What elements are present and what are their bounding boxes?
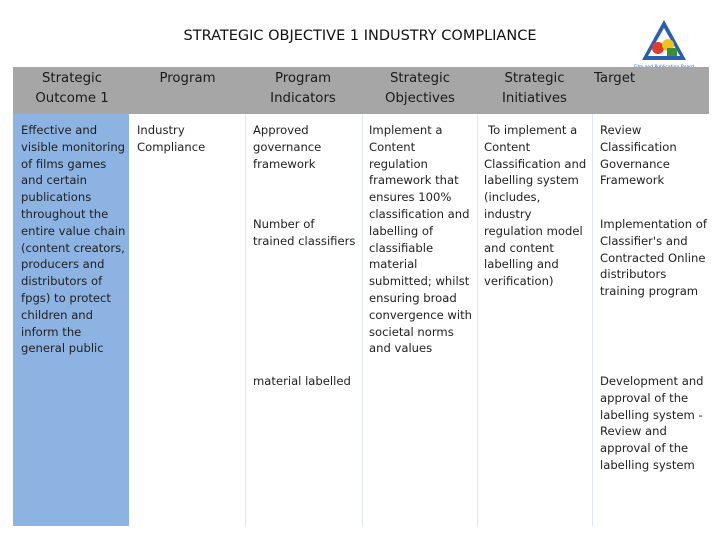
column-divider bbox=[592, 114, 593, 526]
target-item: Review Classification Governance Framework bbox=[600, 123, 677, 188]
initiative-text: To implement a Content Classification and labelling system (includes, industry regulation model and content labelling and verification) bbox=[484, 123, 587, 289]
header-initiatives: Strategic Initiatives bbox=[502, 71, 567, 106]
column-divider bbox=[245, 114, 246, 526]
header-objectives: Strategic Objectives bbox=[385, 71, 455, 106]
fpb-logo bbox=[640, 18, 688, 72]
indicator-item: Number of trained classifiers bbox=[253, 217, 356, 248]
header-target: Target bbox=[594, 71, 636, 86]
indicator-item: material labelled bbox=[253, 374, 351, 388]
target-item: Implementation of Classifier's and Contracted Online distributors training program bbox=[600, 217, 707, 299]
objective-text: Implement a Content regulation framework that ensures 100% classification and labelling of classifiable material submitted; whilst ensuring broad convergence with societal norms and values bbox=[369, 123, 473, 356]
outcome-text: Effective and visible monitoring of films games and certain publications throughout the entire value chain (content creators, producers and distributors of fpgs) to protect children and inform the general public bbox=[21, 123, 126, 356]
column-divider bbox=[477, 114, 478, 526]
header-program: Program bbox=[159, 71, 216, 86]
program-text: Industry Compliance bbox=[137, 123, 206, 154]
target-item: Development and approval of the labelling system - Review and approval of the labelling system bbox=[600, 374, 704, 472]
header-outcome: Strategic Outcome 1 bbox=[35, 71, 109, 106]
column-divider bbox=[362, 114, 363, 526]
indicator-item: Approved governance framework bbox=[253, 123, 322, 171]
header-indicators: Program Indicators bbox=[270, 71, 336, 106]
page-title: STRATEGIC OBJECTIVE 1 INDUSTRY COMPLIANCE bbox=[183, 28, 537, 44]
